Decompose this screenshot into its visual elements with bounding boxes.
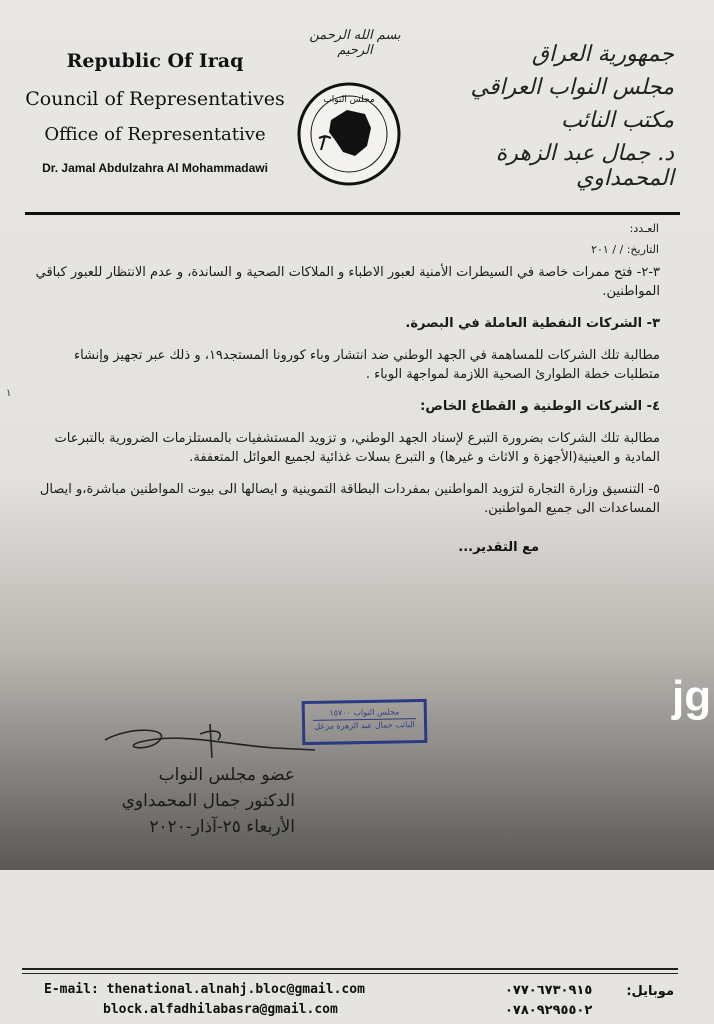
letterhead-ar-office: مكتب النائب xyxy=(560,108,674,133)
letterhead-council: Council of Representatives xyxy=(25,88,285,110)
signature-block xyxy=(100,765,295,843)
english-letterhead xyxy=(20,45,290,175)
reference-number: العـدد: xyxy=(629,222,659,235)
footer-email-secondary: block.alfadhilabasra@gmail.com xyxy=(103,1002,338,1017)
stamp-line-2: النائب جمال عبد الزهرة مزعل xyxy=(314,720,415,731)
signer-title: عضو مجلس النواب xyxy=(158,765,295,785)
paragraph-5: ٥- التنسيق وزارة التجارة لتزويد المواطنين بمفردات البطاقة التموينية و ايصالها الى بيوت المواطنين مباشرة،و ايصال المساعدات الى جميع المواطنين. xyxy=(39,482,660,516)
closing-line: مع التقدير... xyxy=(458,540,539,555)
footer-phone-label: موبايل: xyxy=(626,984,674,999)
watermark-logo: jg xyxy=(672,672,712,721)
footer-phone-1: ٠٧٧٠٦٧٣٠٩١٥ xyxy=(505,983,593,998)
paragraph-3: مطالبة تلك الشركات للمساهمة في الجهد الوطني ضد انتشار وباء كورونا المستجد١٩، و ذلك عبر تجهيز وإنشاء متطلبات خطة الطوارئ الصحية اللازمة لمواجهة الوباء . xyxy=(73,348,660,382)
paragraph-2-3: ٣-٢- فتح ممرات خاصة في السيطرات الأمنية لعبور الاطباء و الملاكات الصحية و الساندة، و عدم الانتظار للعبور كباقي المواطنين. xyxy=(35,265,660,299)
paragraph-4: مطالبة تلك الشركات بضرورة التبرع لإسناد الجهد الوطني، و تزويد المستشفيات بالمستلزمات الضرورية بالتبرعات المادية و العينية(الأجهزة و الاثاث و غيرها) و التبرع بسلات غذائية لجميع العوائل المتعففة. xyxy=(54,431,660,465)
seal-label: مجلس النواب xyxy=(323,95,375,105)
council-seal-icon xyxy=(295,80,403,188)
stamp-line-1: مجلس النواب ١٥٧٠٠ xyxy=(313,706,416,721)
letterhead-ar-council: مجلس النواب العراقي xyxy=(470,75,674,100)
basmala: بسم الله الرحمن الرحيم xyxy=(309,28,401,58)
footer-phone-2: ٠٧٨٠٩٢٩٥٥٠٢ xyxy=(505,1003,593,1018)
header-divider xyxy=(25,212,680,215)
letterhead-office: Office of Representative xyxy=(44,124,266,145)
letter-body xyxy=(30,263,660,531)
footer-divider xyxy=(22,968,678,970)
signature-date: الأربعاء ٢٥-آذار-٢٠٢٠ xyxy=(149,817,295,837)
letter-date: التاريخ: / / ٢٠١ xyxy=(591,243,659,256)
heading-3: ٣- الشركات النفطية العاملة في البصرة. xyxy=(405,316,660,331)
letterhead-country: Republic Of Iraq xyxy=(66,50,244,72)
arabic-letterhead xyxy=(454,42,674,199)
letterhead-ar-country: جمهورية العراق xyxy=(531,42,674,67)
official-stamp xyxy=(302,699,428,745)
footer-email-primary: E-mail: thenational.alnahj.bloc@gmail.com xyxy=(44,982,365,997)
letterhead-name: Dr. Jamal Abdulzahra Al Mohammadawi xyxy=(42,161,268,175)
signer-name: الدكتور جمال المحمداوي xyxy=(121,791,295,811)
letterhead-ar-name: د. جمال عبد الزهرة المحمداوي xyxy=(495,141,674,191)
footer-divider-thin xyxy=(22,973,678,974)
margin-mark: ١ xyxy=(6,388,12,399)
heading-4: ٤- الشركات الوطنية و القطاع الخاص: xyxy=(420,399,660,414)
letter-footer-area xyxy=(0,870,714,1024)
